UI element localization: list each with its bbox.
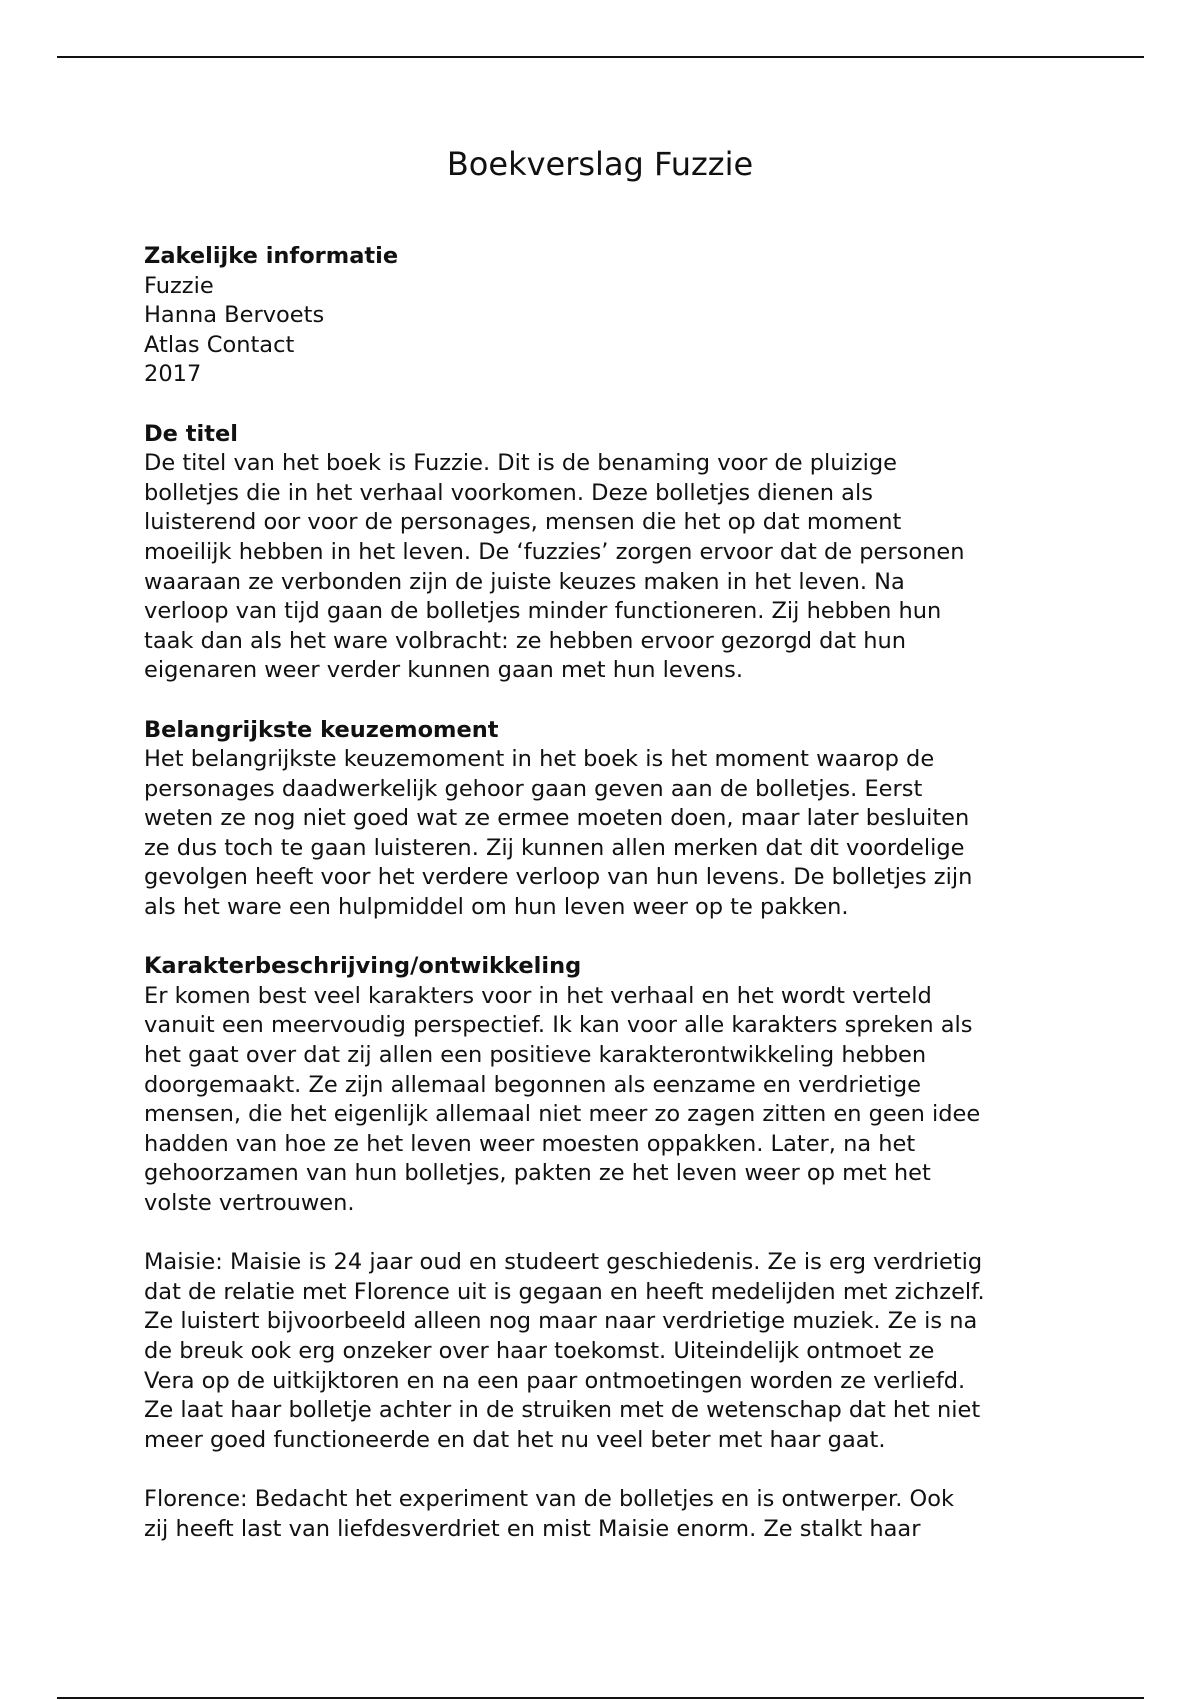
text-line: 2017: [144, 361, 202, 388]
section: [144, 716, 1144, 923]
text-line: Het belangrijkste keuzemoment in het boek is het moment waarop de: [144, 746, 935, 773]
paragraph: [144, 1248, 1144, 1455]
section: [144, 420, 1144, 686]
text-line: personages daadwerkelijk gehoor gaan geven aan de bolletjes. Eerst: [144, 775, 923, 802]
paragraph: [144, 449, 1144, 686]
text-line: luisterend oor voor de personages, mensen die het op dat moment: [144, 509, 902, 536]
text-line: bolletjes die in het verhaal voorkomen. Deze bolletjes dienen als: [144, 479, 873, 506]
text-line: zij heeft last van liefdesverdriet en mist Maisie enorm. Ze stalkt haar: [144, 1515, 921, 1542]
text-line: de breuk ook erg onzeker over haar toekomst. Uiteindelijk ontmoet ze: [144, 1337, 935, 1364]
text-line: Er komen best veel karakters voor in het verhaal en het wordt verteld: [144, 982, 932, 1009]
text-line: Maisie: Maisie is 24 jaar oud en studeert geschiedenis. Ze is erg verdrietig: [144, 1249, 983, 1276]
text-line: hadden van hoe ze het leven weer moesten oppakken. Later, na het: [144, 1130, 916, 1157]
section-heading: De titel: [144, 420, 238, 447]
text-line: volste vertrouwen.: [144, 1190, 355, 1216]
text-line: Fuzzie: [144, 272, 214, 299]
text-line: eigenaren weer verder kunnen gaan met hun levens.: [144, 657, 744, 684]
document-body: [144, 242, 1144, 1574]
text-line: Ze luistert bijvoorbeeld alleen nog maar naar verdrietige muziek. Ze is na: [144, 1308, 978, 1335]
header-rule: [57, 56, 1144, 58]
paragraph: [144, 1485, 1144, 1544]
section-heading: Zakelijke informatie: [144, 243, 399, 269]
section: [144, 952, 1144, 1544]
text-line: Vera op de uitkijktoren en na een paar ontmoetingen worden ze verliefd.: [144, 1367, 966, 1394]
section-heading: Karakterbeschrijving/ontwikkeling: [144, 953, 582, 980]
paragraph: [144, 272, 1144, 390]
text-line: weten ze nog niet goed wat ze ermee moeten doen, maar later besluiten: [144, 805, 970, 832]
text-line: waaraan ze verbonden zijn de juiste keuzes maken in het leven. Na: [144, 568, 905, 595]
text-line: Ze laat haar bolletje achter in de struiken met de wetenschap dat het niet: [144, 1397, 981, 1424]
text-line: taak dan als het ware volbracht: ze hebben ervoor gezorgd dat hun: [144, 627, 907, 654]
text-line: meer goed functioneerde en dat het nu veel beter met haar gaat.: [144, 1426, 886, 1453]
text-line: ze dus toch te gaan luisteren. Zij kunnen allen merken dat dit voordelige: [144, 834, 965, 861]
page-title: Boekverslag Fuzzie: [446, 145, 754, 183]
text-line: gehoorzamen van hun bolletjes, pakten ze het leven weer op met het: [144, 1160, 931, 1187]
footer-rule: [57, 1697, 1144, 1699]
text-line: Hanna Bervoets: [144, 302, 325, 329]
text-line: dat de relatie met Florence uit is gegaan en heeft medelijden met zichzelf.: [144, 1278, 985, 1305]
text-line: mensen, die het eigenlijk allemaal niet meer zo zagen zitten en geen idee: [144, 1101, 981, 1128]
paragraph: [144, 745, 1144, 923]
text-line: Atlas Contact: [144, 331, 295, 358]
text-line: Florence: Bedacht het experiment van de bolletjes en is ontwerper. Ook: [144, 1485, 954, 1512]
section-heading: Belangrijkste keuzemoment: [144, 716, 499, 743]
text-line: doorgemaakt. Ze zijn allemaal begonnen als eenzame en verdrietige: [144, 1071, 922, 1098]
paragraph: [144, 982, 1144, 1219]
text-line: het gaat over dat zij allen een positieve karakterontwikkeling hebben: [144, 1042, 927, 1069]
text-line: moeilijk hebben in het leven. De ‘fuzzies’ zorgen ervoor dat de personen: [144, 538, 965, 565]
text-line: als het ware een hulpmiddel om hun leven weer op te pakken.: [144, 894, 849, 921]
section: [144, 242, 1144, 390]
text-line: De titel van het boek is Fuzzie. Dit is de benaming voor de pluizige: [144, 450, 897, 477]
text-line: verloop van tijd gaan de bolletjes minder functioneren. Zij hebben hun: [144, 598, 942, 625]
text-line: gevolgen heeft voor het verdere verloop van hun levens. De bolletjes zijn: [144, 864, 973, 891]
text-line: vanuit een meervoudig perspectief. Ik kan voor alle karakters spreken als: [144, 1012, 973, 1039]
